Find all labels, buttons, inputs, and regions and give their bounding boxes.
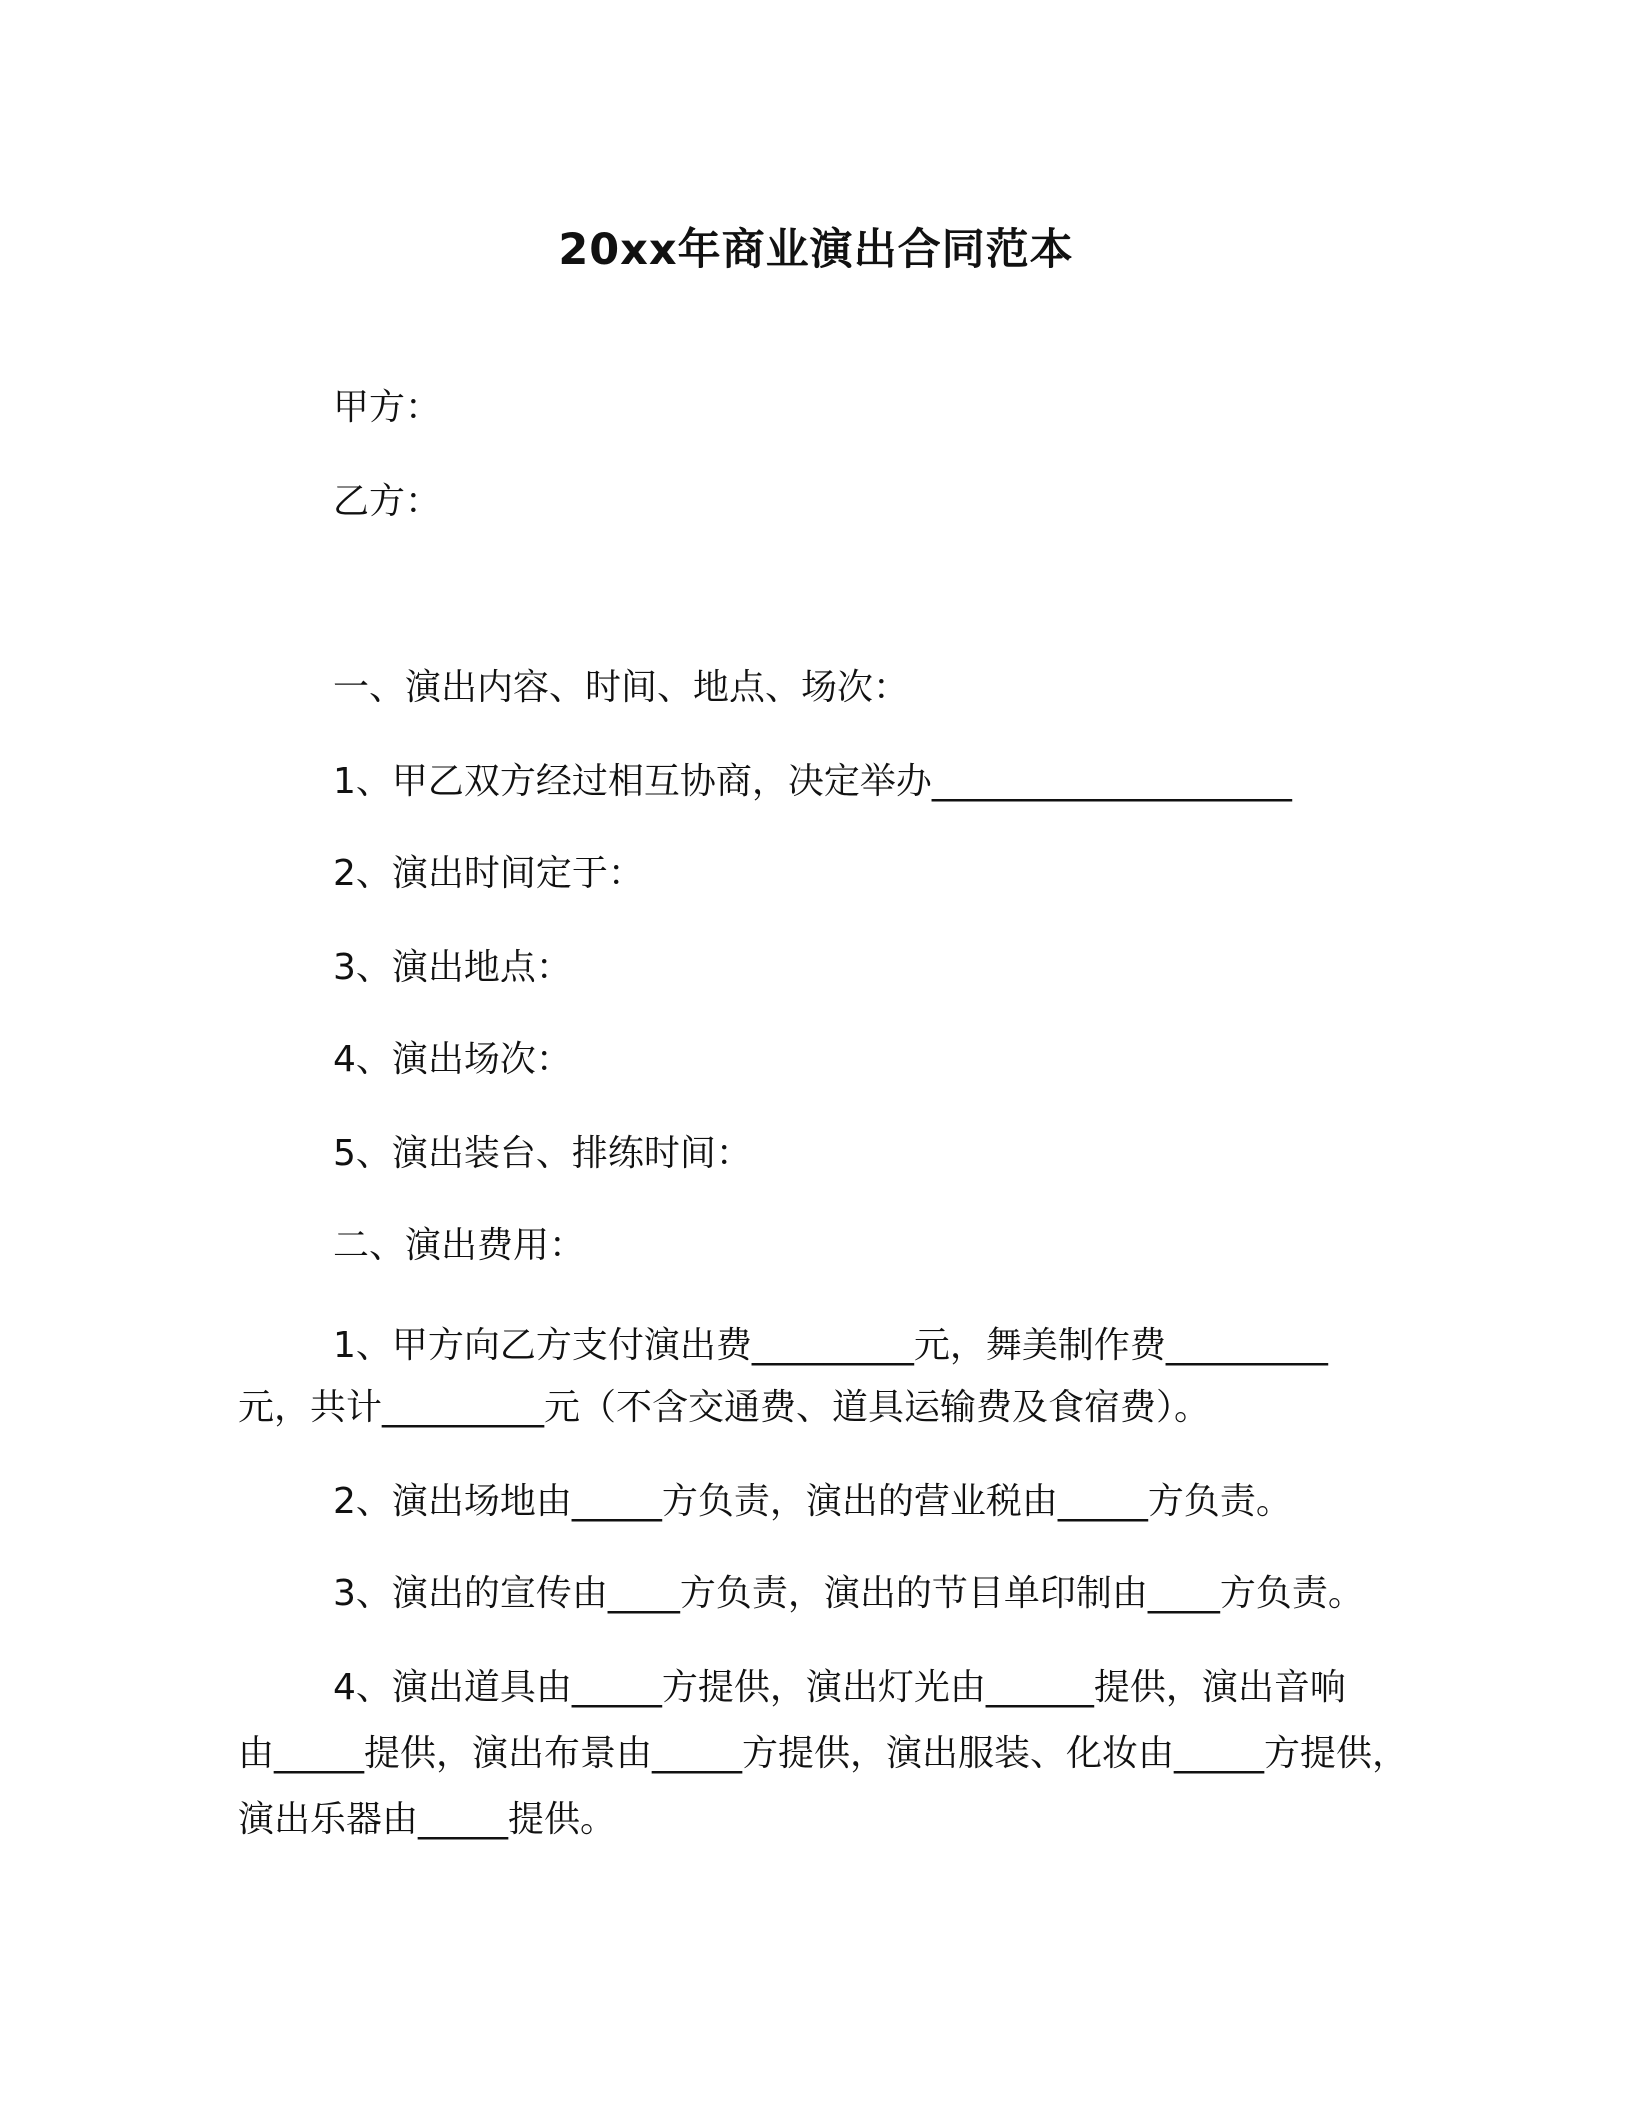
section-1-item-2: 2、演出时间定于： — [333, 853, 644, 894]
section-2-item-3: 3、演出的宣传由____方负责，演出的节目单印制由____方负责。 — [333, 1573, 1364, 1614]
section-2-item-4-line-1: 4、演出道具由_____方提供，演出灯光由______提供，演出音响 — [333, 1667, 1346, 1708]
section-1-item-1: 1、甲乙双方经过相互协商，决定举办____________________ — [333, 761, 1292, 802]
section-2-item-4-line-3: 演出乐器由_____提供。 — [238, 1799, 617, 1840]
section-2-item-1-line-2: 元，共计_________元（不含交通费、道具运输费及食宿费）。 — [238, 1387, 1211, 1428]
section-2-item-4-line-2: 由_____提供，演出布景由_____方提供，演出服装、化妆由_____方提供， — [238, 1733, 1409, 1774]
document-title: 20xx年商业演出合同范本 — [558, 225, 1074, 275]
section-1-heading: 一、演出内容、时间、地点、场次： — [333, 667, 910, 708]
section-2-item-1-line-1: 1、甲方向乙方支付演出费_________元，舞美制作费_________ — [333, 1325, 1328, 1366]
party-b-label: 乙方： — [333, 481, 442, 522]
section-1-item-4: 4、演出场次： — [333, 1039, 572, 1080]
section-1-item-3: 3、演出地点： — [333, 947, 572, 988]
section-2-item-2: 2、演出场地由_____方负责，演出的营业税由_____方负责。 — [333, 1481, 1292, 1522]
party-a-label: 甲方： — [333, 387, 442, 428]
section-1-item-5: 5、演出装台、排练时间： — [333, 1133, 752, 1174]
section-2-heading: 二、演出费用： — [333, 1225, 586, 1266]
